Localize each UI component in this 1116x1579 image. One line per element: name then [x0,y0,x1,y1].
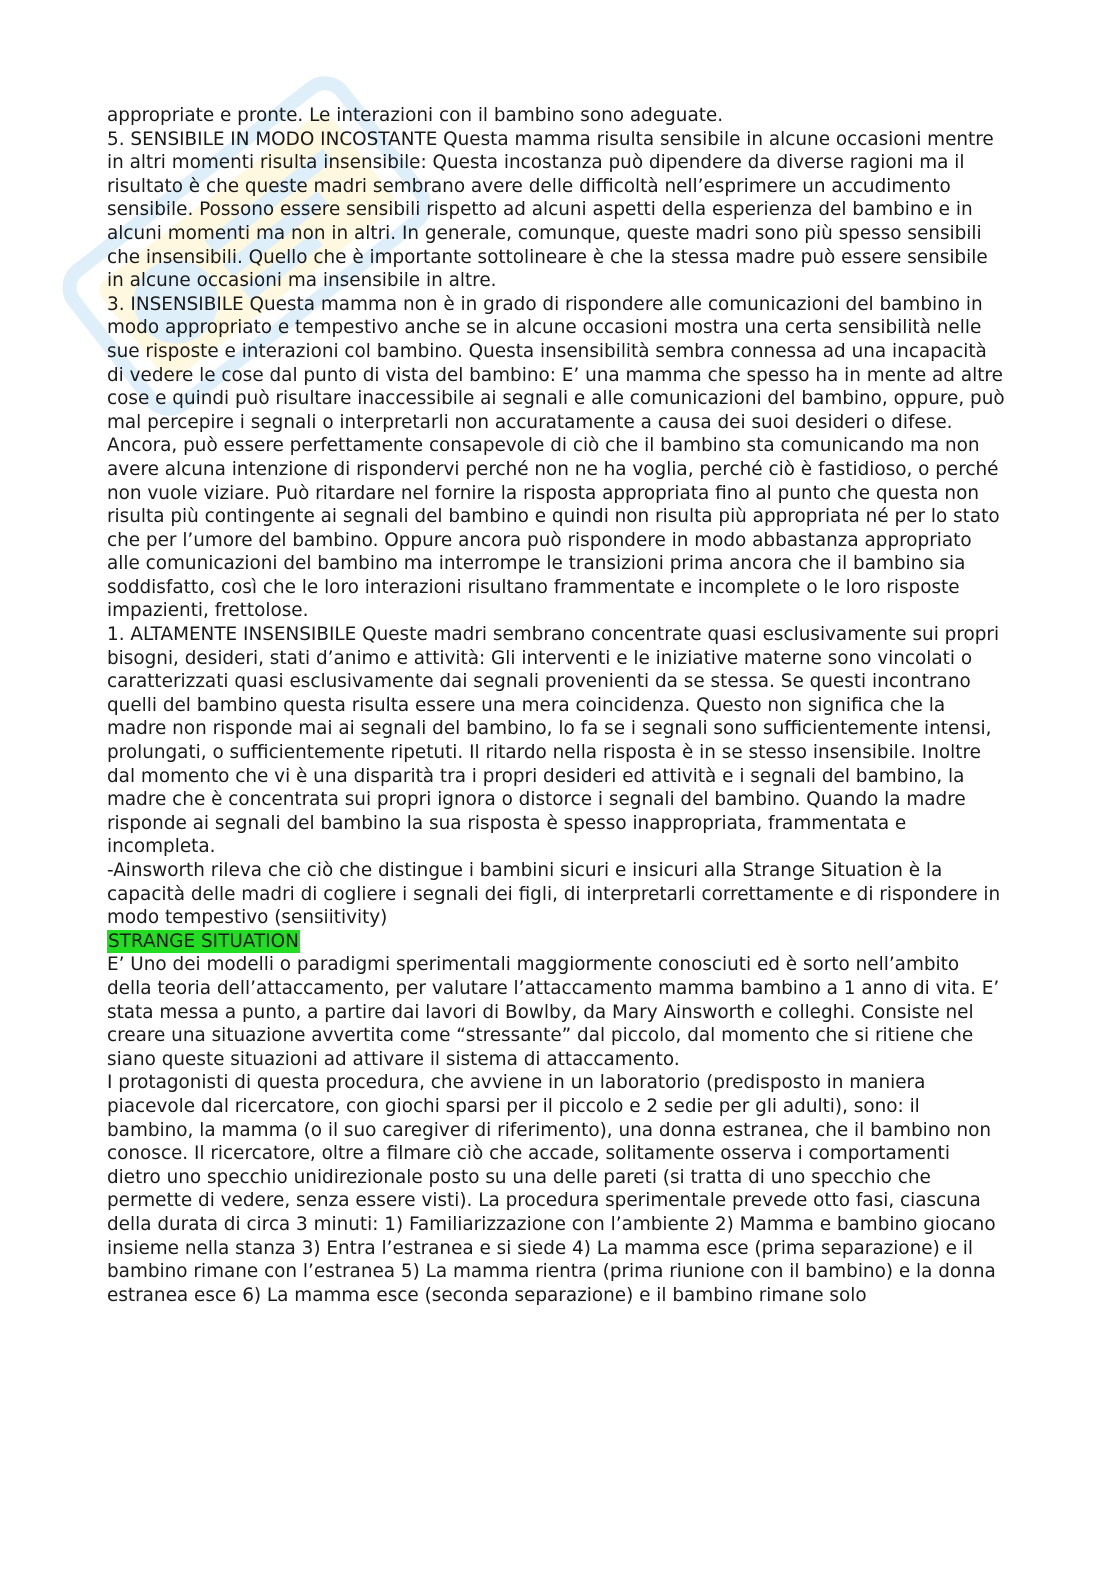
paragraph-insensibile: 3. INSENSIBILE Questa mamma non è in grado di rispondere alle comunicazioni del bambino in modo appropriato e tempestivo anche se in alcune occasioni mostra una certa sensibilità nelle sue risposte e interazioni col bambino. Questa insensibilità sembra connessa ad una incapacità di vedere le cose dal punto di vista del bambino: E’ una mamma che spesso ha in mente ad altre cose e quindi può risultare inaccessibile ai segnali e alle comunicazioni del bambino, oppure, può mal percepire i segnali o interpretarli non accuratamente a causa dei suoi desideri o difese. Ancora, può essere perfettamente consapevole di ciò che il bambino sta comunicando ma non avere alcuna intenzione di rispondervi perché non ne ha voglia, perché ciò è fastidioso, o perché non vuole viziare. Può ritardare nel fornire la risposta appropriata fino al punto che questa non risulta più contingente ai segnali del bambino e quindi non risulta più appropriata né per lo stato che per l’umore del bambino. Oppure ancora può rispondere in modo abbastanza appropriato alle comunicazioni del bambino ma interrompe le transizioni prima ancora che il bambino sia soddisfatto, così che le loro interazioni risultano frammentate e incomplete o le loro risposte impazienti, frettolose. [107,293,1005,622]
paragraph-sensibile-incostante: 5. SENSIBILE IN MODO INCOSTANTE Questa mamma risulta sensibile in alcune occasioni mentre in altri momenti risulta insensibile: Questa incostanza può dipendere da diverse ragioni ma il risultato è che queste madri sembrano avere delle difficoltà nell’esprimere un accudimento sensibile. Possono essere sensibili rispetto ad alcuni aspetti della esperienza del bambino e in alcuni momenti ma non in altri. In generale, comunque, queste madri sono più spesso sensibili che insensibili. Quello che è importante sottolineare è che la stessa madre può essere sensibile in alcune occasioni ma insensibile in altre. [107,128,994,292]
paragraph-ainsworth: -Ainsworth rileva che ciò che distingue i bambini sicuri e insicuri alla Strange Situation è la capacità delle madri di cogliere i segnali dei figli, di interpretarli correttamente e di rispondere in modo tempestivo (sensiitivity) [107,860,1001,929]
section-heading-strange-situation: STRANGE SITUATION [108,930,299,952]
section-heading-wrapper [107,930,1007,954]
paragraph-altamente-insensibile: 1. ALTAMENTE INSENSIBILE Queste madri sembrano concentrate quasi esclusivamente sui propri bisogni, desideri, stati d’animo e attività: Gli interventi e le iniziative materne sono vincolati o caratterizzati quasi esclusivamente dai segnali provenienti da se stessa. Se questi incontrano quelli del bambino questa risulta essere una mera coincidenza. Questo non significa che la madre non risponde mai ai segnali del bambino, lo fa se i segnali sono sufficientemente intensi, prolungati, o sufficientemente ripetuti. Il ritardo nella risposta è in se stesso insensibile. Inoltre dal momento che vi è una disparità tra i propri desideri ed attività e i segnali del bambino, la madre che è concentrata sui propri ignora o distorce i segnali del bambino. Quando la madre risponde ai segnali del bambino la sua risposta è spesso inappropriata, frammentata e incompleta. [107,624,1000,858]
document-body [107,104,1007,1307]
paragraph-intro-fragment: appropriate e pronte. Le interazioni con il bambino sono adeguate. [107,105,724,126]
paragraph-strange-situation-procedure: I protagonisti di questa procedura, che avviene in un laboratorio (predisposto in maniera piacevole dal ricercatore, con giochi sparsi per il piccolo e 2 sedie per gli adulti), sono: il bambino, la mamma (o il suo caregiver di riferimento), una donna estranea, che il bambino non conosce. Il ricercatore, oltre a filmare ciò che accade, solitamente osserva i comportamenti dietro uno specchio unidirezionale posto su una delle pareti (si tratta di uno specchio che permette di vedere, senza essere visti). La procedura sperimentale prevede otto fasi, ciascuna della durata di circa 3 minuti: 1) Familiarizzazione con l’ambiente 2) Mamma e bambino giocano insieme nella stanza 3) Entra l’estranea e si siede 4) La mamma esce (prima separazione) e il bambino rimane con l’estranea 5) La mamma rientra (prima riunione con il bambino) e la donna estranea esce 6) La mamma esce (seconda separazione) e il bambino rimane solo [107,1072,996,1306]
paragraph-strange-situation-intro: E’ Uno dei modelli o paradigmi sperimentali maggiormente conosciuti ed è sorto nell’ambito della teoria dell’attaccamento, per valutare l’attaccamento mamma bambino a 1 anno di vita. E’ stata messa a punto, a partire dai lavori di Bowlby, da Mary Ainsworth e colleghi. Consiste nel creare una situazione avvertita come “stressante” dal piccolo, dal momento che si ritiene che siano queste situazioni ad attivare il sistema di attaccamento. [107,954,1000,1070]
